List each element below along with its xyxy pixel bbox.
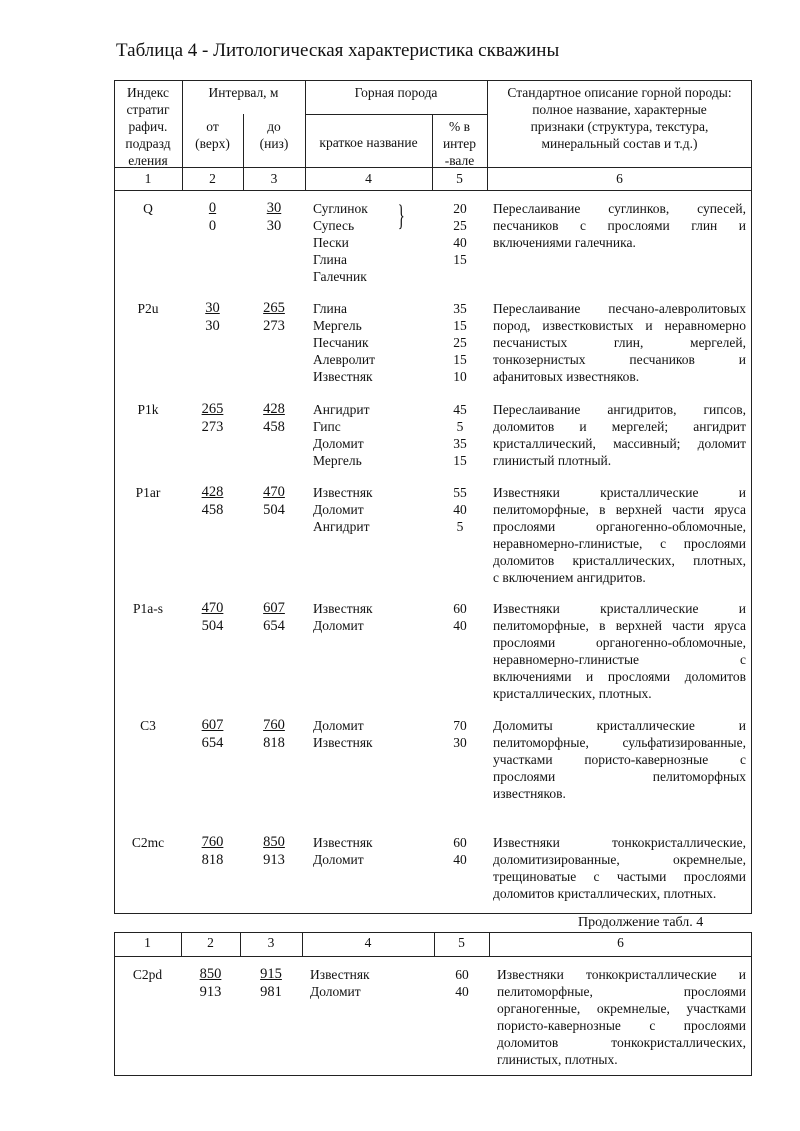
rock-percent: 30 (453, 735, 467, 750)
rock-description-line: с включением ангидритов. (493, 570, 646, 585)
header-std-desc-line: Стандартное описание горной породы: (507, 85, 732, 100)
rock-name: Доломит (313, 436, 364, 451)
interval-to-bottom: 981 (260, 984, 282, 1000)
rock-name: Известняк (313, 485, 373, 500)
rock-percent: 60 (453, 601, 467, 616)
rock-name: Пески (313, 235, 349, 250)
rock-name: Супесь (313, 218, 355, 233)
rock-percent: 20 (453, 201, 467, 216)
rock-percent: 40 (453, 618, 467, 633)
table-title: Таблица 4 - Литологическая характеристика скважины (116, 40, 560, 61)
header-std-desc-line: минеральный состав и т.д.) (541, 136, 698, 151)
rock-name: Галечник (313, 269, 367, 284)
rock-percent: 25 (453, 218, 467, 233)
rock-description-line: прослоями пелитоморфных (493, 769, 746, 784)
rock-description-line: глинистый плотный. (493, 453, 612, 468)
rock-description-line: включениями и прослоями доломитов (493, 669, 746, 684)
interval-from-top: 607 (201, 717, 224, 733)
header-index-line: еления (128, 153, 168, 168)
rock-name: Известняк (313, 369, 373, 384)
interval-to-top: 915 (260, 966, 282, 982)
rock-description-line: доломитизированные, окремнелые, (493, 852, 746, 867)
rock-percent: 40 (455, 984, 469, 999)
rock-name: Алевролит (313, 352, 376, 367)
rock-description-line: органогенные, окремнелые, участками (497, 1001, 746, 1016)
rock-description-line: афанитовых известняков. (493, 369, 640, 384)
rock-name: Доломит (313, 502, 364, 517)
header-index-line: рафич. (128, 119, 168, 134)
rock-name: Глина (313, 252, 347, 267)
col-number: 1 (144, 171, 152, 186)
interval-to-bottom: 913 (263, 852, 285, 868)
rock-name: Доломит (313, 852, 364, 867)
rock-description-line: известняков. (493, 786, 566, 801)
rock-name: Доломит (313, 618, 364, 633)
header-index (114, 84, 182, 169)
row-index: Q (143, 201, 153, 216)
header-to (243, 118, 305, 152)
header-index-line: Индекс (126, 85, 170, 100)
rock-percent: 55 (453, 485, 467, 500)
rock-percent: 5 (456, 419, 464, 434)
row-index: P1k (137, 402, 159, 417)
interval-from-bottom: 818 (201, 852, 224, 868)
header-divider (305, 114, 487, 115)
rock-percent: 70 (453, 718, 467, 733)
row-index: C2pd (132, 967, 163, 982)
rock-description (493, 200, 746, 251)
interval-from-bottom: 458 (201, 502, 224, 518)
header-index-line: подразд (125, 136, 171, 151)
rock-description (493, 717, 746, 802)
rock-description-line: песчаников с прослоями глин и (493, 218, 746, 233)
header-index-line: стратиг (126, 102, 170, 117)
header-from-line: от (206, 119, 219, 134)
interval-from-bottom: 654 (201, 735, 224, 751)
rock-description-line: пород, известковистых и неравномерно (493, 318, 746, 333)
rock-name: Глина (313, 301, 347, 316)
rock-description-line: Известняки тонкокристаллические, (493, 835, 746, 850)
header-percent (432, 118, 487, 169)
rock-description-line: доломитов и мергелей; ангидрит (493, 419, 746, 434)
rock-percent: 40 (453, 235, 467, 250)
col-numbers-bottom-line (114, 190, 752, 191)
rock-name: Известняк (313, 835, 373, 850)
interval-to-top: 428 (263, 401, 285, 417)
rock-description-line: прослоями органогенно-обломочные, (493, 519, 746, 534)
rock-description-line: Переслаивание суглинков, супесей, (493, 201, 746, 216)
interval-from-top: 265 (201, 401, 224, 417)
interval-to-top: 850 (263, 834, 285, 850)
header-percent-line: -вале (444, 153, 475, 168)
rock-description-line: песчанистых глин, мергелей, (493, 335, 746, 350)
row-index: P1a-s (133, 601, 163, 616)
rock-name: Ангидрит (313, 519, 370, 534)
interval-to-bottom: 818 (263, 735, 285, 751)
header-std-desc (487, 84, 752, 152)
header-percent-line: интер (442, 136, 477, 151)
header-rock: Горная порода (354, 85, 438, 100)
interval-from-bottom: 913 (199, 984, 222, 1000)
rock-name: Известняк (313, 601, 373, 616)
row-index: C3 (140, 718, 156, 733)
rock-name: Ангидрит (313, 402, 370, 417)
rock-description-line: участками пористо-кавернозные с (493, 752, 746, 767)
interval-from-top: 0 (208, 200, 217, 216)
rock-description (493, 401, 746, 469)
interval-from-top: 30 (205, 300, 220, 316)
rock-description-line: неравномерно-глинистые, с прослоями (493, 536, 746, 551)
header-std-desc-line: полное название, характерные (532, 102, 707, 117)
rock-description-line: Переслаивание песчано-алевролитовых (493, 301, 746, 316)
col-number: 2 (207, 935, 214, 950)
rock-percent: 45 (453, 402, 467, 417)
col-number: 6 (616, 171, 623, 186)
rock-description-line: доломитов кристаллических, плотных, (493, 553, 746, 568)
rock-description-line: доломитов тонкокристаллических, (497, 1035, 746, 1050)
interval-to-bottom: 654 (263, 618, 285, 634)
brace-symbol: } (397, 199, 405, 232)
rock-description (493, 484, 746, 586)
rock-description (497, 966, 746, 1068)
rock-name: Мергель (313, 318, 362, 333)
header-from (182, 118, 243, 152)
interval-to-bottom: 273 (263, 318, 285, 334)
rock-description (493, 600, 746, 702)
row-index: C2mc (131, 835, 165, 850)
col-number: 1 (144, 935, 151, 950)
rock-description-line: Известняки тонкокристаллические и (497, 967, 746, 982)
interval-to-bottom: 30 (266, 218, 282, 234)
rock-description-line: Известняки кристаллические и (493, 601, 746, 616)
rock-percent: 35 (453, 301, 467, 316)
rock-description-line: доломитов кристаллических, плотных. (493, 886, 717, 901)
rock-name: Известняк (313, 735, 373, 750)
rock-percent: 60 (455, 967, 469, 982)
rock-description-line: пелитоморфные, в верхней части яруса (493, 618, 746, 633)
interval-to-bottom: 458 (263, 419, 285, 435)
rock-name: Песчаник (313, 335, 369, 350)
rock-description-line: кристаллических, плотных. (493, 686, 652, 701)
interval-from-top: 850 (199, 966, 222, 982)
interval-to-top: 265 (263, 300, 285, 316)
rock-description-line: Доломиты кристаллические и (493, 718, 746, 733)
rock-description (493, 834, 746, 902)
col-number: 5 (458, 935, 465, 950)
rock-percent: 15 (453, 453, 467, 468)
rock-name: Доломит (310, 984, 361, 999)
rock-description-line: Переслаивание ангидритов, гипсов, (493, 402, 746, 417)
rock-description-line: пелитоморфные, прослоями (497, 984, 746, 999)
interval-from-bottom: 0 (208, 218, 217, 234)
rock-percent: 15 (453, 318, 467, 333)
interval-to-top: 470 (263, 484, 285, 500)
rock-percent: 5 (456, 519, 464, 534)
rock-name: Доломит (313, 718, 364, 733)
rock-percent: 40 (453, 502, 467, 517)
interval-from-bottom: 504 (201, 618, 224, 634)
rock-description-line: включениями галечника. (493, 235, 636, 250)
row-index: P2u (137, 301, 159, 316)
interval-to-top: 30 (266, 200, 282, 216)
row-index: P1ar (135, 485, 161, 500)
rock-description-line: пелитоморфные, в верхней части яруса (493, 502, 746, 517)
rock-percent: 35 (453, 436, 467, 451)
rock-name: Известняк (310, 967, 370, 982)
rock-percent: 15 (453, 252, 467, 267)
interval-from-top: 760 (201, 834, 224, 850)
rock-description-line: неравномерно-глинистые с (493, 652, 746, 667)
col-number: 3 (267, 935, 275, 950)
col-number: 2 (209, 171, 216, 186)
header-std-desc-line: признаки (структура, текстура, (530, 119, 709, 134)
rock-description-line: кристаллический, массивный; доломит (493, 436, 746, 451)
rock-name: Мергель (313, 453, 362, 468)
interval-from-top: 470 (201, 600, 224, 616)
header-short-name: краткое название (319, 135, 418, 150)
rock-description (493, 300, 746, 385)
rock-name: Суглинок (313, 201, 368, 216)
interval-from-top: 428 (201, 484, 224, 500)
rock-percent: 40 (453, 852, 467, 867)
continuation-label: Продолжение табл. 4 (578, 915, 704, 930)
header-to-line: (низ) (259, 136, 289, 151)
rock-description-line: тонкозернистых песчаников и (493, 352, 746, 367)
interval-to-bottom: 504 (263, 502, 285, 518)
rock-description-line: Известняки кристаллические и (493, 485, 746, 500)
col-number: 4 (364, 935, 372, 950)
interval-to-top: 607 (263, 600, 285, 616)
interval-to-top: 760 (263, 717, 285, 733)
rock-percent: 15 (453, 352, 467, 367)
rock-name: Гипс (313, 419, 341, 434)
header-from-line: (верх) (195, 136, 230, 151)
col-number: 3 (270, 171, 278, 186)
rock-description-line: пелитоморфные, сульфатизированные, (493, 735, 746, 750)
rock-percent: 25 (453, 335, 467, 350)
rock-percent: 60 (453, 835, 467, 850)
col-number: 6 (617, 935, 624, 950)
rock-description-line: трещиноватые с частыми прослоями (493, 869, 746, 884)
col-number: 5 (456, 171, 463, 186)
rock-description-line: пористо-кавернозные с прослоями (497, 1018, 746, 1033)
header-to-line: до (267, 119, 281, 134)
rock-description-line: глинистых, плотных. (497, 1052, 618, 1067)
rock-description-line: прослоями органогенно-обломочные, (493, 635, 746, 650)
col-number: 4 (365, 171, 372, 186)
col-numbers-bottom-line (114, 956, 752, 957)
header-percent-line: % в (449, 119, 470, 134)
interval-from-bottom: 30 (205, 318, 220, 334)
rock-percent: 10 (453, 369, 467, 384)
header-interval: Интервал, м (208, 85, 279, 100)
interval-from-bottom: 273 (201, 419, 224, 435)
